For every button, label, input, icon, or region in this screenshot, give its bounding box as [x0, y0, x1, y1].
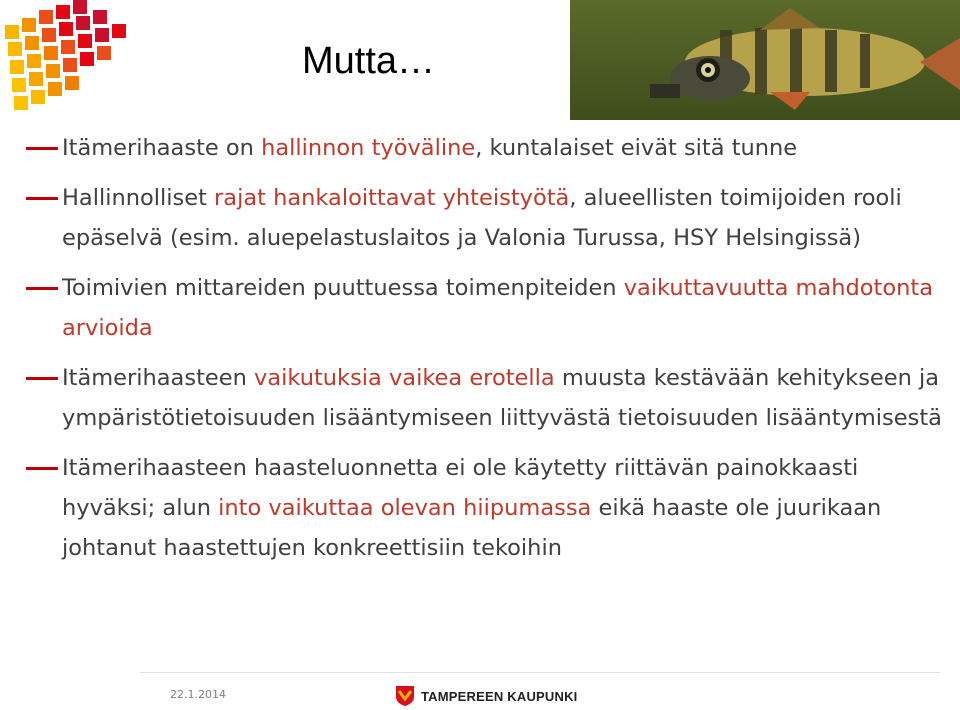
bullet-list: [62, 128, 942, 578]
bullet-item: [62, 128, 942, 168]
highlighted-text: rajat hankaloittavat yhteistyötä: [214, 185, 570, 211]
bullet-dash-icon: [26, 197, 58, 200]
brand-name: TAMPEREEN KAUPUNKI: [421, 688, 578, 704]
bullet-text: Itämerihaasteen haasteluonnetta ei ole käytetty riittävän painokkaasti hyväksi; alun: [62, 455, 859, 521]
slide-title: Mutta…: [302, 40, 436, 82]
bullet-dash-icon: [26, 467, 58, 470]
bullet-dash-icon: [26, 147, 58, 150]
bullet-dash-icon: [26, 377, 58, 380]
bullet-text: muusta kestävään kehitykseen ja ympäristötietoisuuden lisääntymiseen liittyvästä tietoisuuden lisääntymisestä: [62, 365, 942, 431]
bullet-text: , kuntalaiset eivät sitä tunne: [475, 135, 798, 161]
highlighted-text: vaikuttavuutta mahdotonta arvioida: [62, 275, 933, 341]
bullet-text: Itämerihaasteen: [62, 365, 254, 391]
bullet-item: [62, 178, 942, 258]
tampere-crest-icon: [395, 685, 415, 707]
bullet-item: [62, 448, 942, 568]
footer-brand: [395, 685, 577, 707]
bullet-item: [62, 358, 942, 438]
bullet-dash-icon: [26, 287, 58, 290]
city-tiles-logo: [0, 0, 135, 130]
highlighted-text: hallinnon työväline: [261, 135, 476, 161]
footer-divider: [140, 672, 940, 673]
bullet-text: Hallinnolliset: [62, 185, 215, 211]
bullet-item: [62, 268, 942, 348]
bullet-text: , alueellisten toimijoiden rooli epäselvä (esim. aluepelastuslaitos ja Valonia Turussa, HSY Helsingissä): [62, 185, 902, 251]
bullet-text: Toimivien mittareiden puuttuessa toimenpiteiden: [62, 275, 624, 301]
highlighted-text: into vaikuttaa olevan hiipumassa: [218, 495, 592, 521]
bullet-text: eikä haaste ole juurikaan johtanut haastettujen konkreettisiin tekoihin: [62, 495, 882, 561]
highlighted-text: vaikutuksia vaikea erotella: [254, 365, 555, 391]
perch-fish-photo: [570, 0, 960, 120]
slide-date: 22.1.2014: [170, 688, 226, 701]
bullet-text: Itämerihaaste on: [62, 135, 262, 161]
